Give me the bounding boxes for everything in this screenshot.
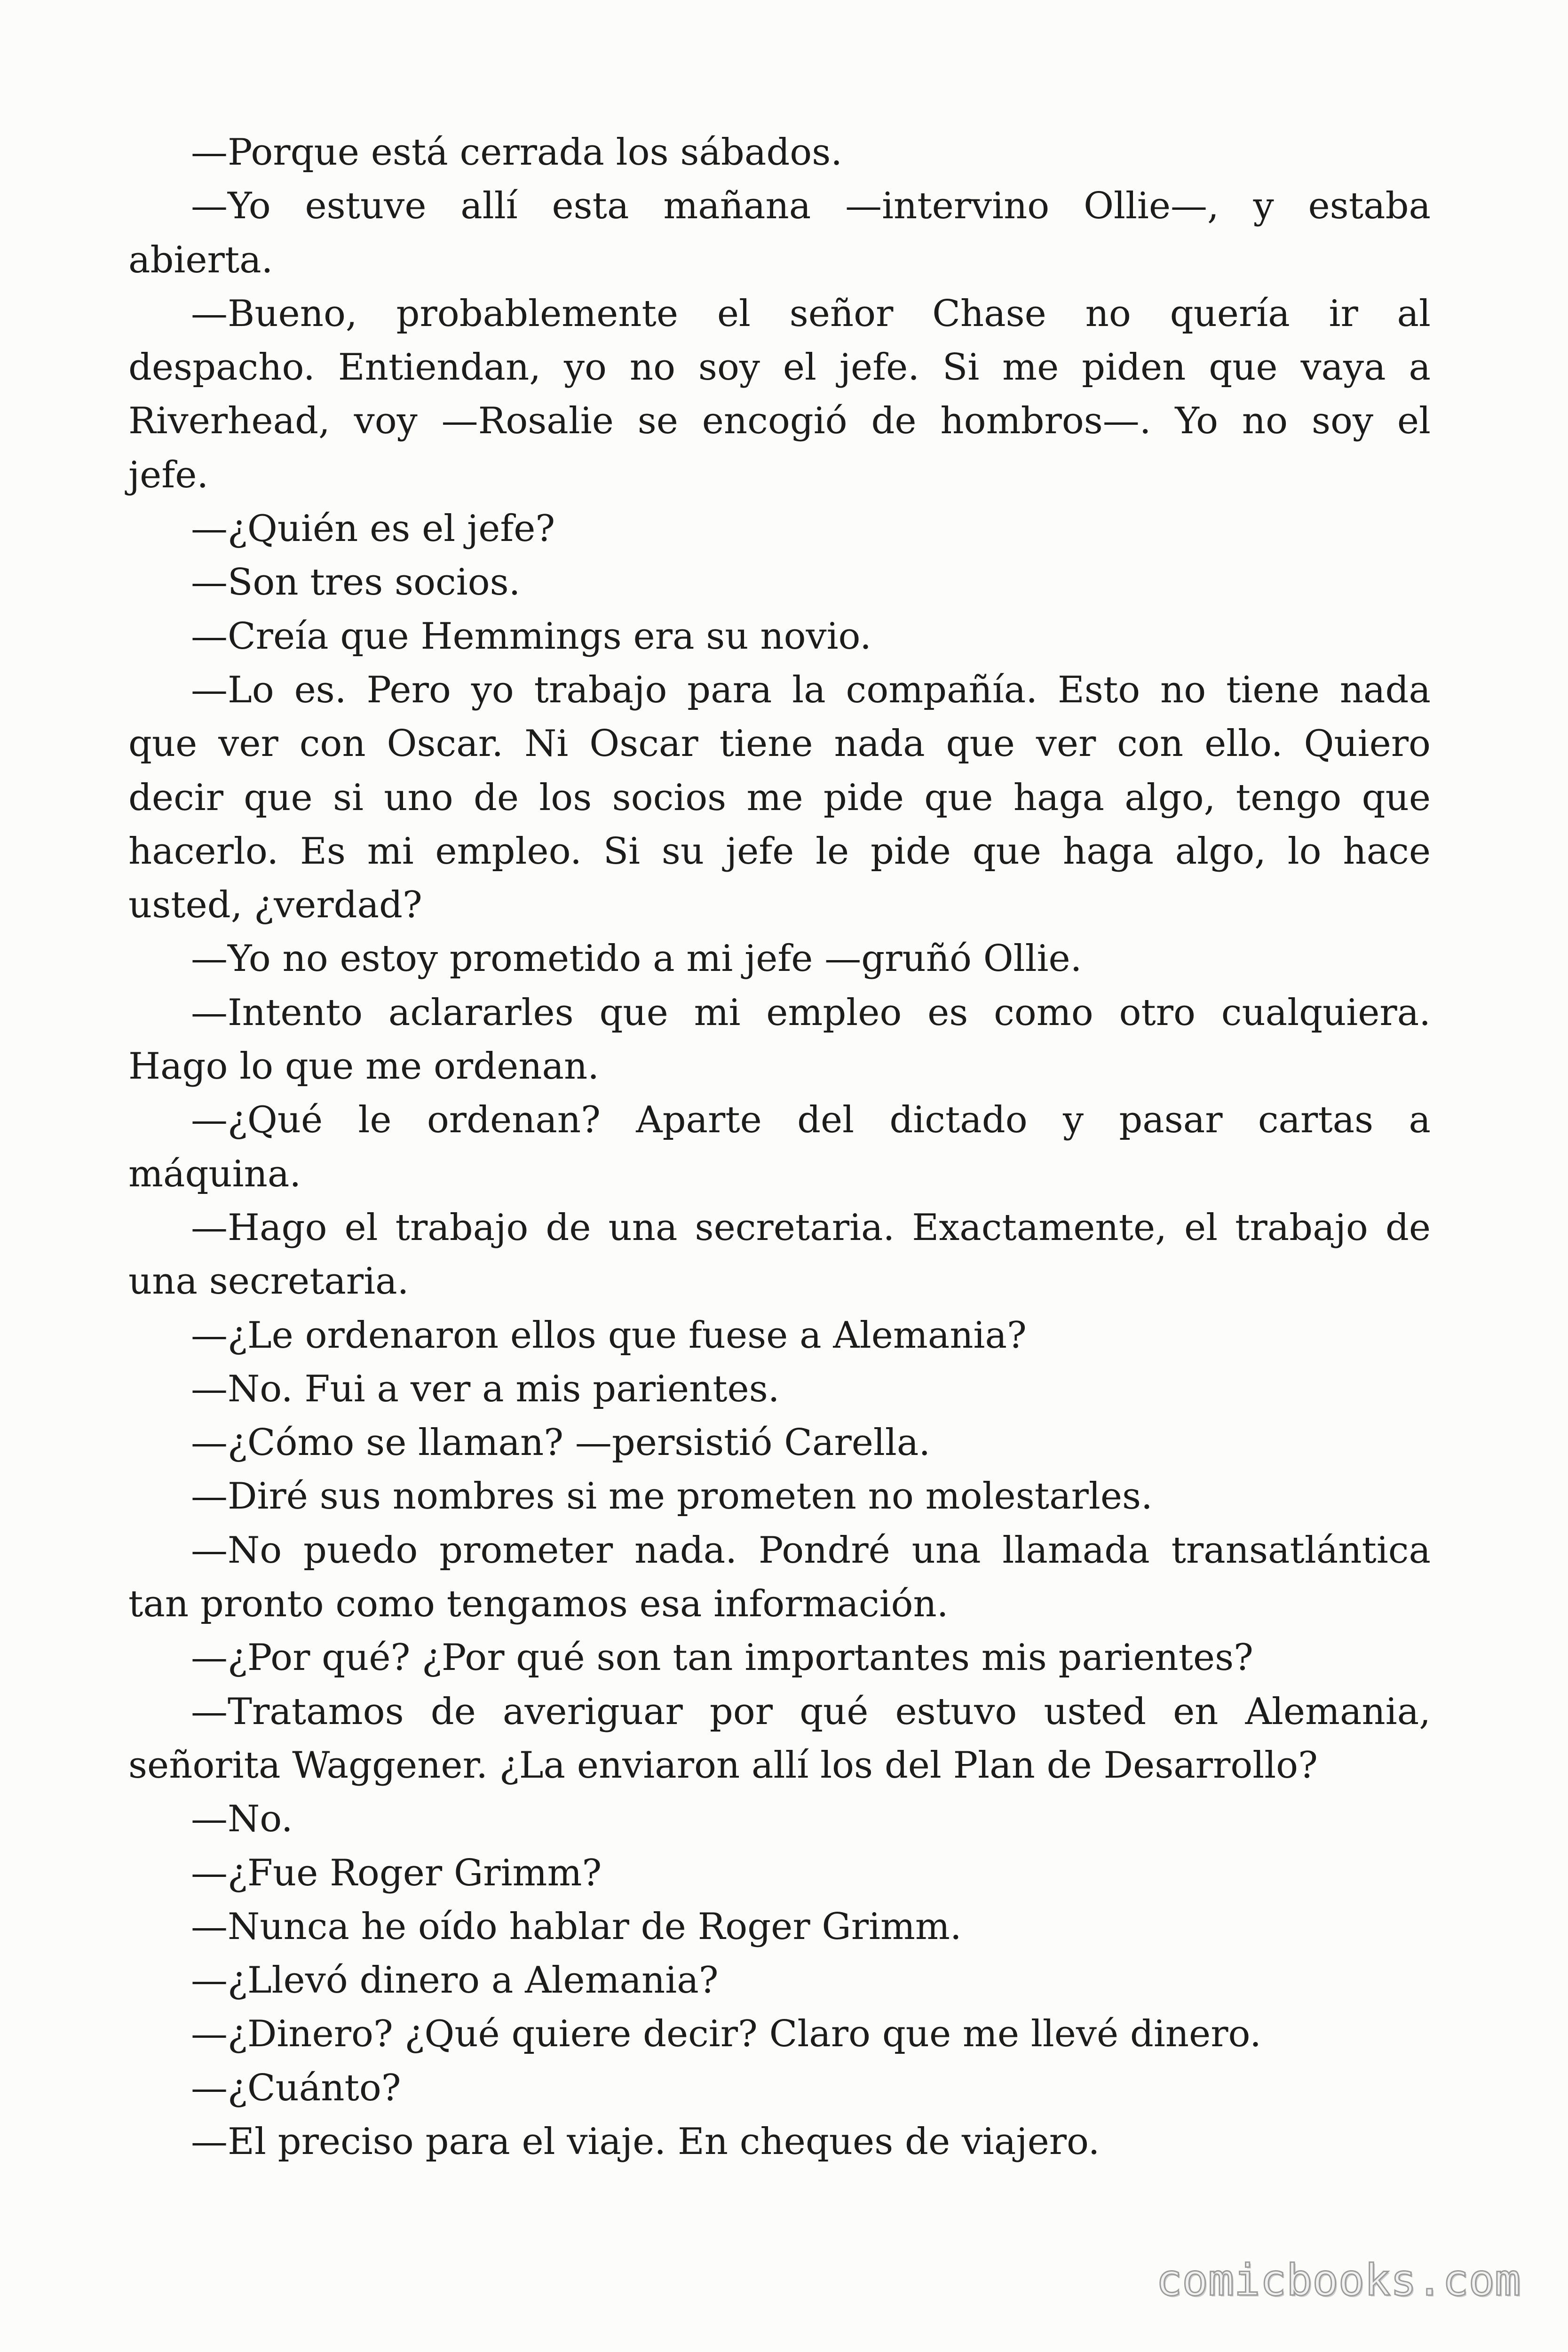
watermark-logo: comicbooks.com — [1156, 2255, 1521, 2305]
paragraph — [128, 1416, 1431, 1470]
paragraph — [128, 1900, 1431, 1954]
text-line: una secretaria. — [128, 1260, 409, 1303]
text-line: —¿Cómo se llaman? —persistió Carella. — [191, 1422, 931, 1464]
text-line: —Yo estuve allí esta mañana —intervino Ollie—, y estaba — [191, 185, 1431, 228]
text-line: usted, ¿verdad? — [128, 884, 422, 927]
text-line: jefe. — [128, 453, 209, 496]
text-line: —Lo es. Pero yo trabajo para la compañía. Esto no tiene nada — [191, 668, 1431, 711]
paragraph — [128, 610, 1431, 663]
paragraph — [128, 1524, 1431, 1631]
text-line: —Porque está cerrada los sábados. — [191, 131, 843, 174]
text-line: —Hago el trabajo de una secretaria. Exactamente, el trabajo de — [191, 1206, 1431, 1249]
text-line: —Creía que Hemmings era su novio. — [191, 615, 871, 658]
paragraph — [128, 1954, 1431, 2007]
paragraph — [128, 179, 1431, 287]
text-line: —¿Qué le ordenan? Aparte del dictado y pasar cartas a — [191, 1099, 1431, 1142]
paragraph — [128, 2115, 1431, 2169]
paragraph — [128, 1631, 1431, 1685]
paragraph — [128, 1362, 1431, 1416]
paragraph — [128, 2007, 1431, 2061]
paragraph — [128, 2061, 1431, 2115]
paragraph — [128, 1846, 1431, 1900]
text-line: —Diré sus nombres si me prometen no molestarles. — [191, 1475, 1153, 1518]
paragraph — [128, 126, 1431, 179]
text-line: Riverhead, voy —Rosalie se encogió de hombros—. Yo no soy el — [128, 400, 1431, 443]
paragraph — [128, 287, 1431, 502]
text-line: —¿Fue Roger Grimm? — [191, 1851, 602, 1894]
paragraph — [128, 1792, 1431, 1846]
text-line: —El preciso para el viaje. En cheques de viajero. — [191, 2120, 1100, 2163]
text-line: abierta. — [128, 238, 273, 281]
text-line: —No. Fui a ver a mis parientes. — [191, 1367, 780, 1410]
text-line: despacho. Entiendan, yo no soy el jefe. Si me piden que vaya a — [128, 346, 1431, 389]
text-line: —¿Cuánto? — [191, 2066, 401, 2109]
text-line: —Bueno, probablemente el señor Chase no quería ir al — [191, 292, 1431, 335]
text-line: —¿Llevó dinero a Alemania? — [191, 1959, 719, 2002]
paragraph — [128, 932, 1431, 985]
text-line: —Yo no estoy prometido a mi jefe —gruñó Ollie. — [191, 938, 1082, 980]
paragraph — [128, 986, 1431, 1094]
text-line: —¿Por qué? ¿Por qué son tan importantes mis parientes? — [191, 1637, 1253, 1679]
paragraph — [128, 663, 1431, 932]
text-line: decir que si uno de los socios me pide que haga algo, tengo que — [128, 776, 1431, 819]
text-line: tan pronto como tengamos esa información. — [128, 1583, 949, 1626]
paragraph — [128, 502, 1431, 556]
book-page-text — [128, 126, 1431, 2169]
paragraph — [128, 1201, 1431, 1309]
text-line: —¿Quién es el jefe? — [191, 508, 555, 550]
text-line: —¿Dinero? ¿Qué quiere decir? Claro que me llevé dinero. — [191, 2013, 1261, 2056]
text-line: Hago lo que me ordenan. — [128, 1045, 600, 1088]
text-line: máquina. — [128, 1152, 301, 1195]
text-line: hacerlo. Es mi empleo. Si su jefe le pide que haga algo, lo hace — [128, 830, 1431, 873]
text-line: —Nunca he oído hablar de Roger Grimm. — [191, 1905, 962, 1948]
text-line: —Tratamos de averiguar por qué estuvo usted en Alemania, — [191, 1690, 1431, 1733]
text-line: —Intento aclararles que mi empleo es como otro cualquiera. — [191, 991, 1431, 1034]
paragraph — [128, 556, 1431, 609]
paragraph — [128, 1685, 1431, 1793]
text-line: —No puedo prometer nada. Pondré una llamada transatlántica — [191, 1529, 1431, 1572]
text-line: —No. — [191, 1798, 293, 1841]
text-line: —Son tres socios. — [191, 561, 521, 604]
text-line: —¿Le ordenaron ellos que fuese a Alemania? — [191, 1314, 1027, 1357]
paragraph — [128, 1470, 1431, 1523]
paragraph — [128, 1309, 1431, 1362]
text-line: que ver con Oscar. Ni Oscar tiene nada que ver con ello. Quiero — [128, 723, 1431, 765]
paragraph — [128, 1093, 1431, 1201]
text-line: señorita Waggener. ¿La enviaron allí los del Plan de Desarrollo? — [128, 1744, 1318, 1787]
